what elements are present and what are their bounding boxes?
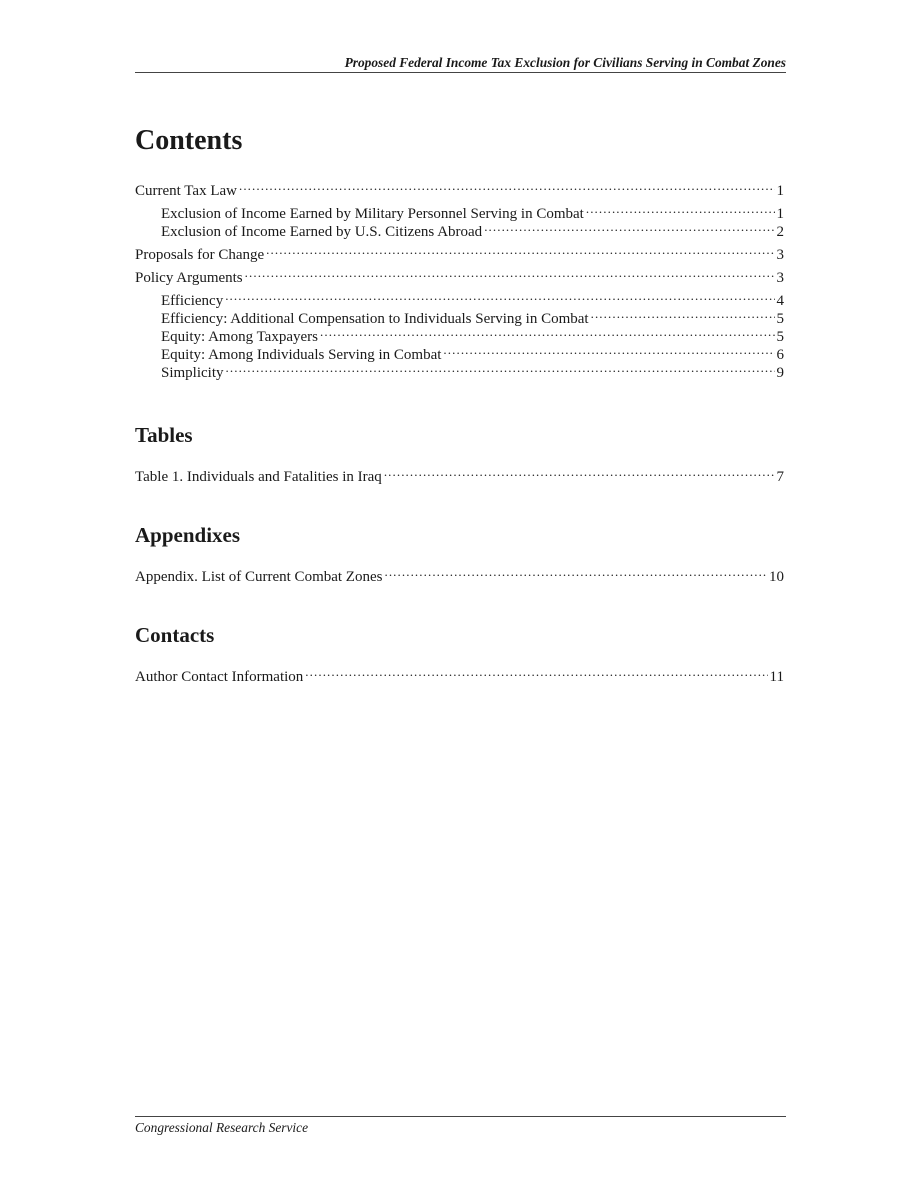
dot-leader (484, 218, 774, 236)
tables-heading: Tables (135, 423, 193, 447)
page-number: 3 (776, 270, 784, 286)
dot-leader (226, 359, 775, 377)
contacts-heading: Contacts (135, 623, 215, 647)
page-number: 1 (776, 206, 784, 222)
dot-leader (305, 663, 767, 681)
page-number: 9 (776, 365, 784, 381)
footer-rule (135, 1116, 786, 1117)
toc-entry-simplicity[interactable]: Simplicity ..... 9 (135, 359, 784, 377)
page-number: 11 (769, 669, 784, 685)
running-footer: Congressional Research Service (135, 1120, 309, 1135)
page-number: 5 (776, 311, 784, 327)
running-header: Proposed Federal Income Tax Exclusion for Civilians Serving in Combat Zones (344, 55, 786, 70)
dot-leader (586, 200, 775, 218)
toc-entry-equity-taxpayers[interactable]: Equity: Among Taxpayers ..... 5 (135, 323, 784, 341)
page-number: 7 (776, 469, 784, 485)
toc-entry-efficiency[interactable]: Efficiency ..... 4 (135, 287, 784, 305)
contacts-list (135, 663, 784, 685)
page-number: 1 (776, 183, 784, 199)
toc-entry-citizens-abroad[interactable]: Exclusion of Income Earned by U.S. Citizens Abroad ..... 2 (135, 218, 784, 236)
page-number: 5 (776, 329, 784, 345)
dot-leader (239, 177, 775, 195)
dot-leader (266, 241, 774, 259)
toc-entry-table-1[interactable]: Table 1. Individuals and Fatalities in Iraq ..... 7 (135, 463, 784, 481)
appendixes-heading: Appendixes (135, 523, 241, 547)
dot-leader (225, 287, 774, 305)
dot-leader (320, 323, 775, 341)
page-number: 3 (776, 247, 784, 263)
toc-entry-appendix[interactable]: Appendix. List of Current Combat Zones ..... 10 (135, 563, 784, 581)
dot-leader (245, 264, 775, 282)
toc-entry-policy-arguments[interactable]: Policy Arguments ..... 3 (135, 264, 784, 282)
page-number: 10 (769, 569, 784, 585)
header-rule (135, 72, 786, 73)
page-number: 2 (776, 224, 784, 240)
page-number: 6 (776, 347, 784, 363)
page-number: 4 (776, 293, 784, 309)
toc-entry-efficiency-additional-compensation[interactable]: Efficiency: Additional Compensation to Individuals Serving in Combat ..... 5 (135, 305, 784, 323)
toc-entry-military-exclusion[interactable]: Exclusion of Income Earned by Military Personnel Serving in Combat ..... 1 (135, 200, 784, 218)
dot-leader (384, 463, 775, 481)
dot-leader (591, 305, 775, 323)
toc-entry-equity-combat[interactable]: Equity: Among Individuals Serving in Combat ..... 6 (135, 341, 784, 359)
dot-leader (384, 563, 767, 581)
contents-list (135, 177, 784, 381)
dot-leader (443, 341, 774, 359)
toc-entry-author-contact[interactable]: Author Contact Information ..... 11 (135, 663, 784, 681)
contents-heading: Contents (135, 125, 243, 156)
toc-entry-proposals-for-change[interactable]: Proposals for Change ..... 3 (135, 241, 784, 259)
appendixes-list (135, 563, 784, 585)
tables-list (135, 463, 784, 485)
toc-entry-current-tax-law[interactable]: Current Tax Law ..... 1 (135, 177, 784, 195)
